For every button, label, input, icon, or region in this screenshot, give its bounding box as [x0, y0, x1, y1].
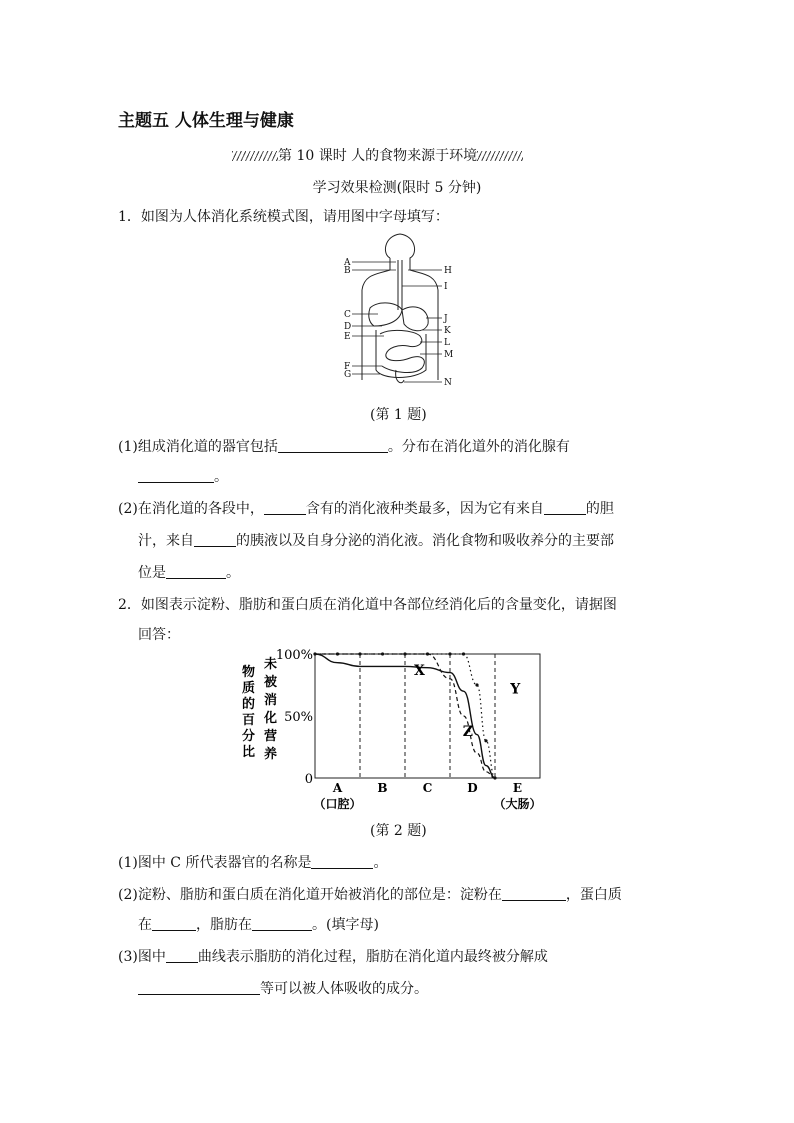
q1-p2-end: 。: [226, 565, 240, 581]
fig1-label-i: I: [444, 282, 448, 292]
q1-part2-line3: [138, 562, 240, 582]
fig1-label-n: N: [444, 378, 452, 388]
q2-part1: [118, 852, 387, 872]
digestive-system-diagram: [330, 230, 470, 390]
answer-blank[interactable]: [252, 916, 312, 931]
series-label-z: Z: [462, 723, 473, 740]
figure1-caption: (第 1 题): [370, 407, 427, 423]
fig1-label-b: B: [344, 266, 351, 276]
y-label-char: 分: [242, 729, 256, 744]
stomach: [402, 307, 428, 331]
q1-p2-text-a: (2)在消化道的各段中，: [118, 501, 264, 517]
liver: [369, 303, 402, 326]
q2-p1-text-a: (1)图中 C 所代表器官的名称是: [118, 855, 312, 871]
q1-part1-line2: [138, 466, 228, 486]
lesson-heading: [232, 145, 523, 165]
small-intestine: [380, 330, 424, 372]
y-tick-label: 50%: [284, 710, 313, 725]
q2-p2-text-c: 在: [138, 917, 152, 933]
x-tick-note: （口腔）: [313, 797, 362, 811]
answer-blank[interactable]: [194, 532, 236, 547]
q2-part3: [118, 946, 548, 966]
section-subtitle: 学习效果检测(限时 5 分钟): [312, 180, 482, 196]
q1-p2-text-f: 位是: [138, 565, 166, 581]
q2-p2-text-b: ，蛋白质: [565, 887, 622, 903]
fig1-label-m: M: [444, 350, 454, 360]
q1-stem: 1．如图为人体消化系统模式图，请用图中字母填写：: [118, 209, 449, 225]
q2-part2-line2: [138, 914, 379, 934]
q2-stem-line2: 回答：: [138, 627, 180, 643]
q1-p1-text-a: (1)组成消化道的器官包括: [118, 439, 278, 455]
y-label-char: 质: [242, 681, 256, 696]
answer-blank[interactable]: [166, 564, 226, 579]
x-tick-label: C: [422, 781, 433, 795]
y-label-inner-char: 被: [264, 675, 278, 690]
hatch-decoration-right: [477, 151, 523, 161]
y-axis-label-inner: [263, 656, 277, 762]
q2-stem: 2．如图表示淀粉、脂肪和蛋白质在消化道中各部位经消化后的含量变化，请据图: [118, 597, 617, 613]
q2-p2-text-d: ，脂肪在: [196, 917, 252, 933]
curve-y-point: [475, 683, 478, 686]
q2-p3-text-b: 曲线表示脂肪的消化过程，脂肪在消化道内最终被分解成: [197, 949, 548, 965]
fig1-label-g: G: [344, 370, 352, 380]
q1-p2-text-d: 汁，来自: [138, 533, 194, 549]
y-label-char: 的: [242, 697, 256, 712]
q1-part1: [118, 436, 570, 456]
plot-frame: [315, 654, 540, 778]
x-tick-label: D: [467, 781, 478, 795]
answer-blank[interactable]: [264, 500, 306, 515]
fig1-label-k: K: [444, 326, 451, 336]
curve-y-point: [462, 652, 465, 655]
answer-blank[interactable]: [138, 468, 214, 483]
answer-blank[interactable]: [502, 886, 566, 901]
fig1-label-l: L: [444, 338, 450, 348]
q2-p2-text-a: (2)淀粉、脂肪和蛋白质在消化道开始被消化的部位是：淀粉在: [118, 887, 502, 903]
hatch-decoration-left: [232, 151, 278, 161]
x-tick-label: A: [332, 781, 343, 795]
y-tick-labels: [276, 648, 313, 787]
q1-p2-text-e: 的胰液以及自身分泌的消化液。消化食物和吸收养分的主要部: [236, 533, 614, 549]
x-tick-labels: [313, 781, 541, 811]
fig1-label-j: J: [444, 314, 448, 324]
page-title: 主题五 人体生理与健康: [118, 111, 294, 131]
y-label-char: 比: [242, 745, 256, 760]
q2-part2: [118, 884, 622, 904]
lesson-title: 第 10 课时 人的食物来源于环境: [278, 148, 478, 164]
y-label-inner-char: 化: [264, 711, 278, 726]
fig1-label-f: F: [344, 362, 351, 372]
q2-p2-text-e: 。(填字母): [312, 917, 379, 933]
y-tick-label: 0: [304, 772, 313, 787]
q1-p1-end: 。: [214, 469, 228, 485]
fig1-label-d: D: [344, 322, 352, 332]
y-label-inner-char: 未: [264, 657, 278, 672]
y-tick-label: 100%: [275, 648, 313, 663]
y-axis-label-outer: [242, 664, 255, 760]
answer-blank[interactable]: [278, 438, 388, 453]
answer-blank[interactable]: [311, 854, 373, 869]
q1-p1-text-b: 。分布在消化道外的消化腺有: [387, 439, 570, 455]
fig1-label-e: E: [344, 332, 351, 342]
fig1-label-c: C: [344, 310, 351, 320]
q2-part3-line2: [138, 978, 428, 998]
digestion-curve-chart: [230, 646, 560, 814]
curve-y-point: [484, 739, 487, 742]
answer-blank[interactable]: [138, 980, 260, 995]
q2-p3-text-c: 等可以被人体吸收的成分。: [260, 981, 428, 997]
curve-y-point: [448, 652, 451, 655]
x-tick-label: E: [512, 781, 523, 795]
figure2-caption: (第 2 题): [370, 823, 427, 839]
y-label-char: 百: [242, 713, 256, 728]
q1-part2-line2: [138, 530, 614, 550]
series-label-y: Y: [510, 681, 521, 698]
series-label-x: X: [414, 663, 425, 680]
esophagus: [398, 260, 402, 310]
q1-part2: [118, 498, 614, 518]
q1-p2-text-c: 的胆: [585, 501, 614, 517]
y-label-inner-char: 养: [264, 747, 278, 762]
x-tick-label: B: [377, 781, 388, 795]
answer-blank[interactable]: [152, 916, 196, 931]
fig1-label-h: H: [444, 266, 452, 276]
answer-blank[interactable]: [166, 948, 198, 963]
answer-blank[interactable]: [544, 500, 586, 515]
q2-p1-end: 。: [373, 855, 388, 871]
y-label-inner-char: 消: [264, 693, 278, 708]
fig1-label-a: A: [344, 258, 351, 268]
y-label-char: 物: [242, 665, 256, 680]
y-label-inner-char: 营: [264, 729, 278, 744]
q1-p2-text-b: 含有的消化液种类最多，因为它有来自: [305, 501, 544, 517]
x-tick-note: （大肠）: [493, 797, 542, 811]
q2-p3-text-a: (3)图中: [118, 949, 166, 965]
